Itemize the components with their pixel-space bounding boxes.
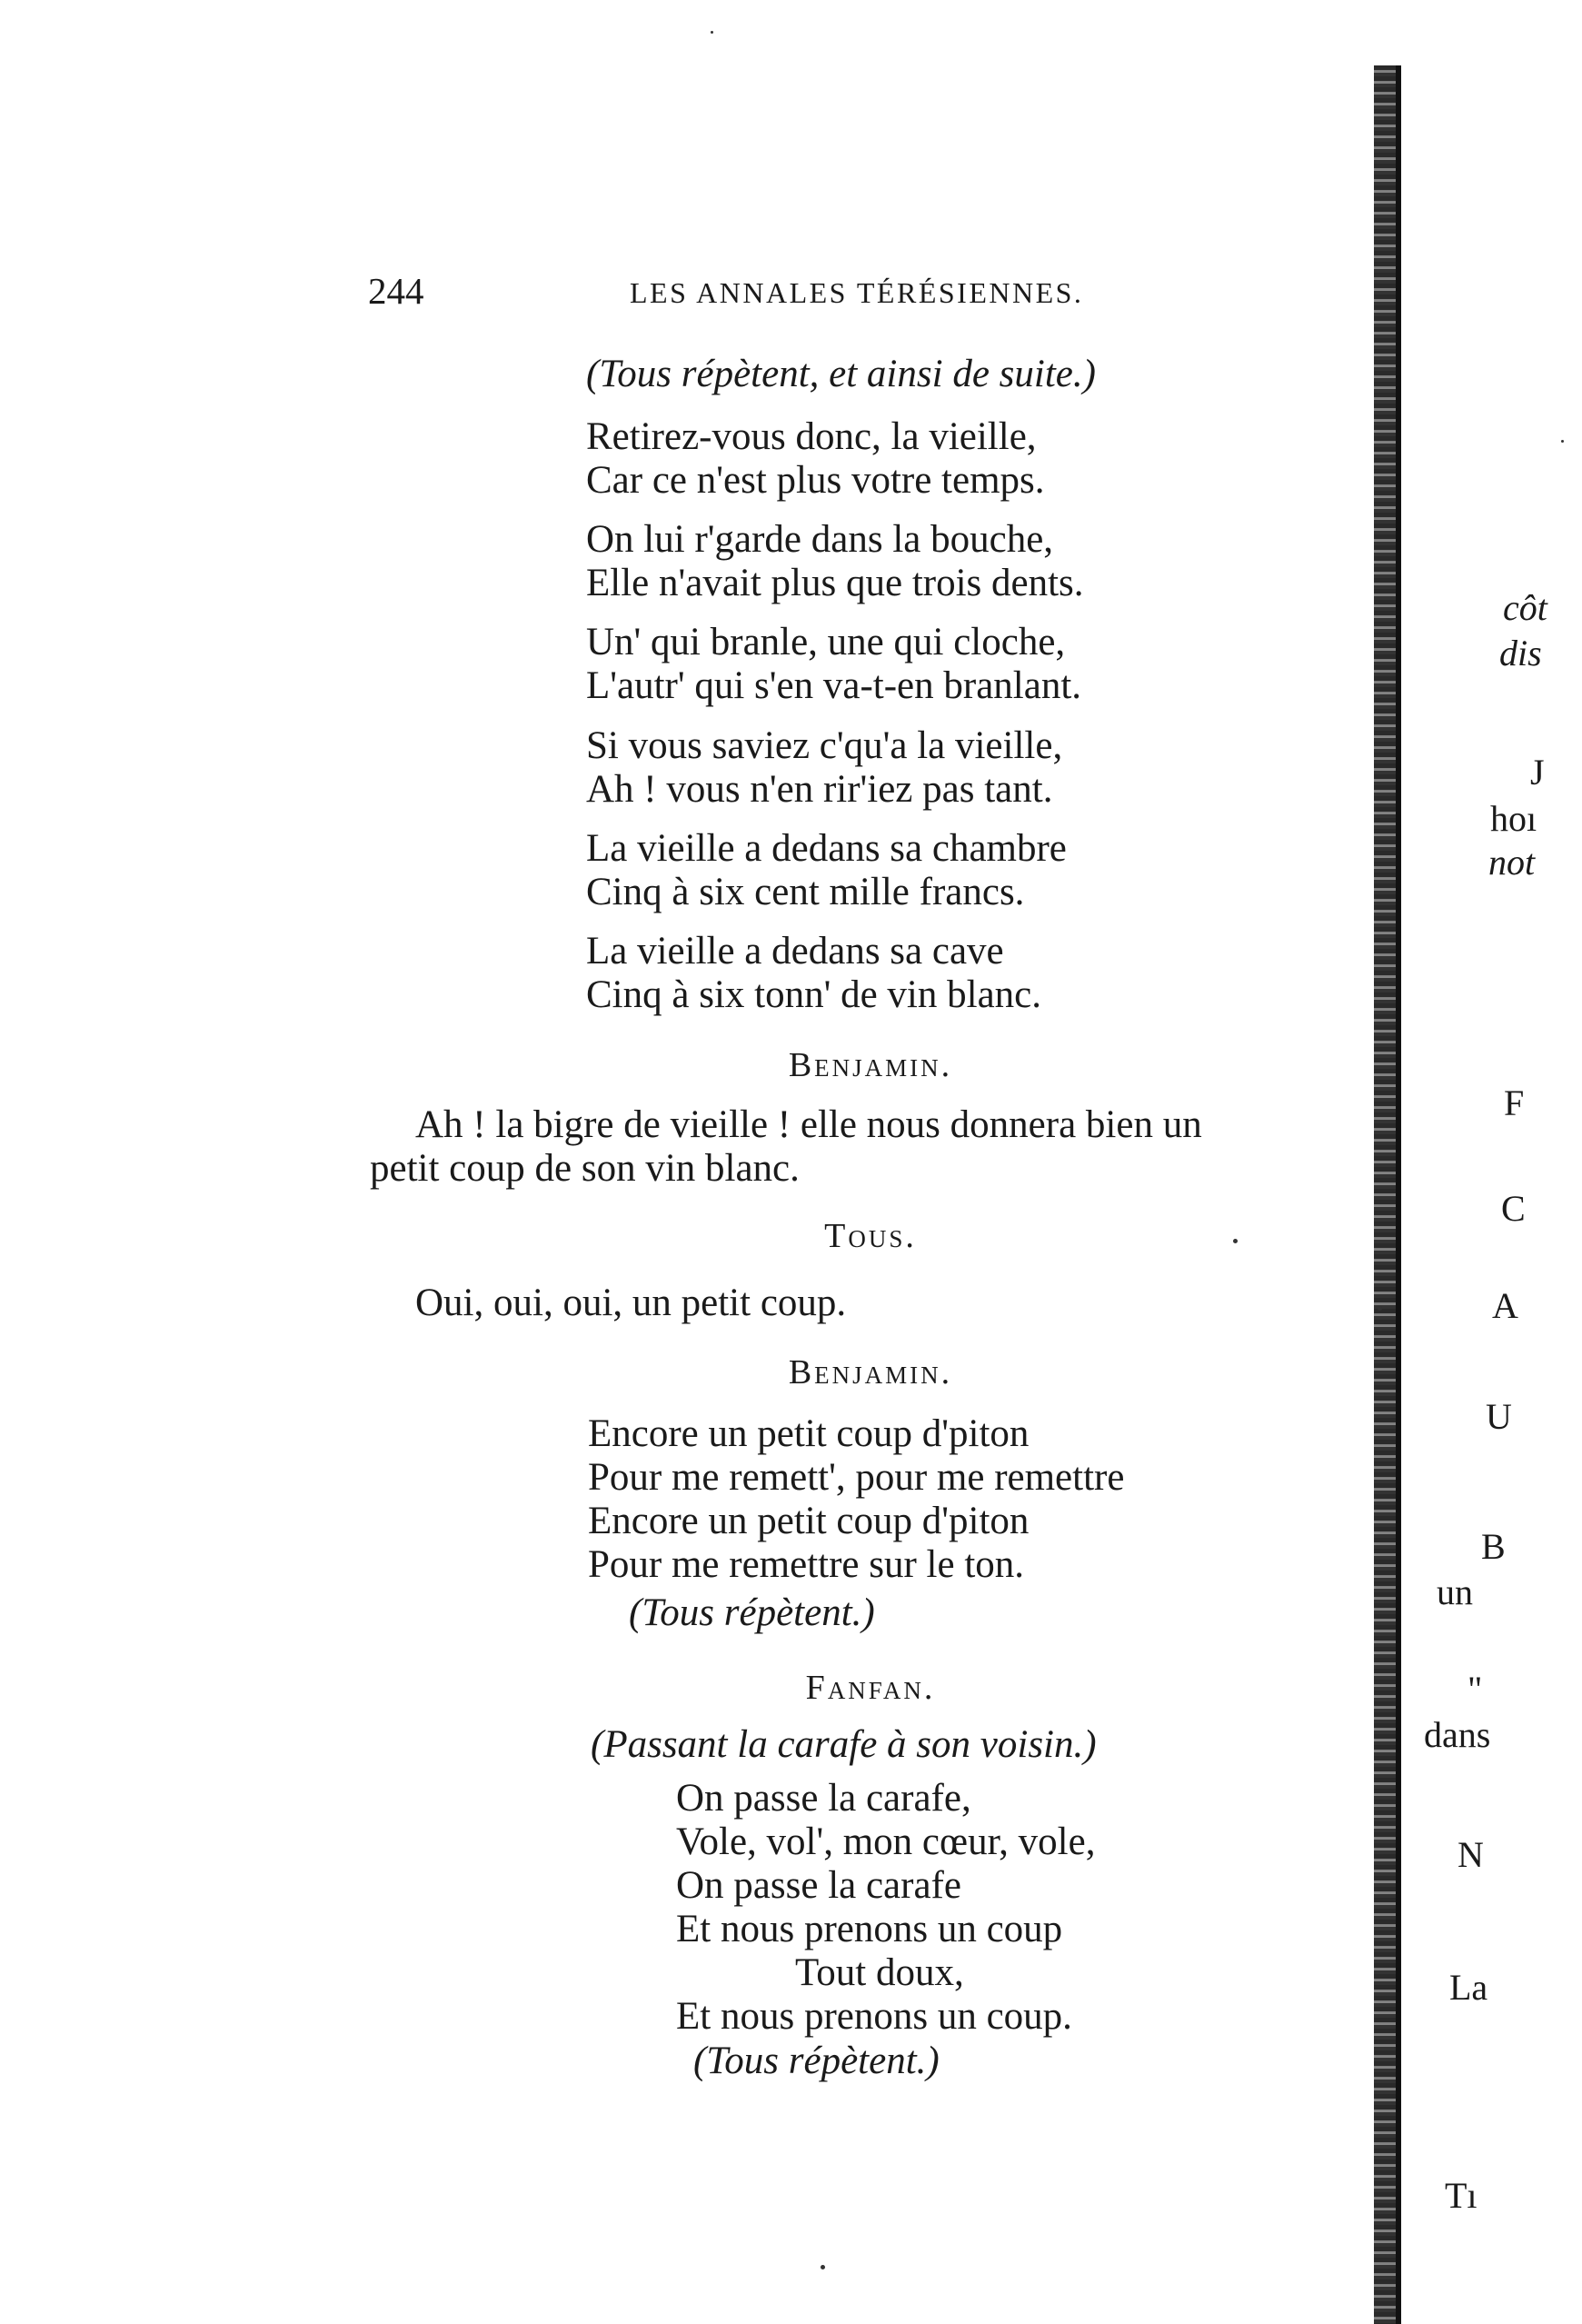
verse-line: Cinq à six tonn' de vin blanc.	[586, 973, 1041, 1016]
print-speck	[821, 2265, 825, 2269]
verse-line: Tout doux,	[795, 1951, 964, 1994]
facing-page-fragment: dans	[1424, 1714, 1491, 1755]
verse-line: Si vous saviez c'qu'a la vieille,	[586, 724, 1063, 767]
verse-line: On lui r'garde dans la bouche,	[586, 518, 1054, 561]
facing-page-fragment: J	[1530, 752, 1545, 793]
facing-page-fragment: N	[1458, 1834, 1484, 1875]
prose-line: petit coup de son vin blanc.	[370, 1147, 800, 1190]
verse-line: La vieille a dedans sa cave	[586, 930, 1004, 972]
verse-line: Et nous prenons un coup.	[676, 1995, 1072, 2038]
facing-page-fragment: La	[1449, 1967, 1488, 2008]
stage-direction: (Tous répètent, et ainsi de suite.)	[586, 353, 1096, 395]
stage-direction: (Tous répètent.)	[629, 1591, 875, 1634]
verse-line: Pour me remettre sur le ton.	[588, 1543, 1025, 1586]
verse-line: Pour me remett', pour me remettre	[588, 1456, 1125, 1499]
verse-line: Ah ! vous n'en rir'iez pas tant.	[586, 768, 1053, 811]
facing-page-fragment: A	[1492, 1285, 1518, 1326]
verse-line: Un' qui branle, une qui cloche,	[586, 621, 1066, 663]
speaker-name: Benjamin.	[788, 1046, 953, 1084]
verse-line: La vieille a dedans sa chambre	[586, 827, 1067, 870]
print-speck	[1378, 1306, 1382, 1311]
verse-line: Retirez-vous donc, la vieille,	[586, 415, 1037, 458]
verse-line: L'autr' qui s'en va-t-en branlant.	[586, 664, 1082, 707]
facing-page-fragment: C	[1501, 1188, 1526, 1229]
speaker-name: Benjamin.	[788, 1353, 953, 1391]
facing-page-fragment: Tı	[1445, 2175, 1478, 2216]
stage-direction: (Tous répètent.)	[693, 2040, 940, 2082]
verse-line: Cinq à six cent mille francs.	[586, 871, 1025, 913]
speaker-name: Fanfan.	[805, 1669, 936, 1707]
verse-line: Elle n'avait plus que trois dents.	[586, 562, 1084, 604]
dialogue-line: Oui, oui, oui, un petit coup.	[415, 1282, 847, 1324]
facing-page-fragment: not	[1488, 842, 1536, 883]
facing-page-fragment: F	[1504, 1082, 1525, 1123]
facing-page-fragment: hoı	[1490, 798, 1537, 839]
facing-page-fragment: "	[1468, 1669, 1483, 1710]
speaker-name: Tous.	[824, 1217, 917, 1255]
print-speck	[711, 31, 713, 34]
print-speck	[1561, 440, 1564, 443]
facing-page-fragment: B	[1481, 1526, 1506, 1567]
facing-page-fragment: U	[1486, 1396, 1512, 1437]
verse-line: Car ce n'est plus votre temps.	[586, 459, 1045, 502]
verse-line: On passe la carafe,	[676, 1777, 971, 1820]
prose-line: Ah ! la bigre de vieille ! elle nous donnera bien un	[415, 1103, 1202, 1146]
facing-page-fragment: dis	[1499, 633, 1542, 673]
facing-page-fragment: côt	[1503, 587, 1547, 628]
print-speck	[1233, 1239, 1238, 1243]
facing-page-fragment: un	[1437, 1571, 1473, 1612]
verse-line: Encore un petit coup d'piton	[588, 1412, 1030, 1455]
verse-line: Encore un petit coup d'piton	[588, 1500, 1030, 1542]
running-title: LES ANNALES TÉRÉSIENNES.	[630, 276, 1084, 309]
verse-line: Et nous prenons un coup	[676, 1908, 1063, 1950]
verse-line: On passe la carafe	[676, 1864, 961, 1907]
page-number: 244	[368, 270, 424, 312]
book-gutter-edge	[1396, 65, 1401, 2324]
verse-line: Vole, vol', mon cœur, vole,	[676, 1820, 1096, 1863]
stage-direction: (Passant la carafe à son voisin.)	[591, 1723, 1097, 1766]
